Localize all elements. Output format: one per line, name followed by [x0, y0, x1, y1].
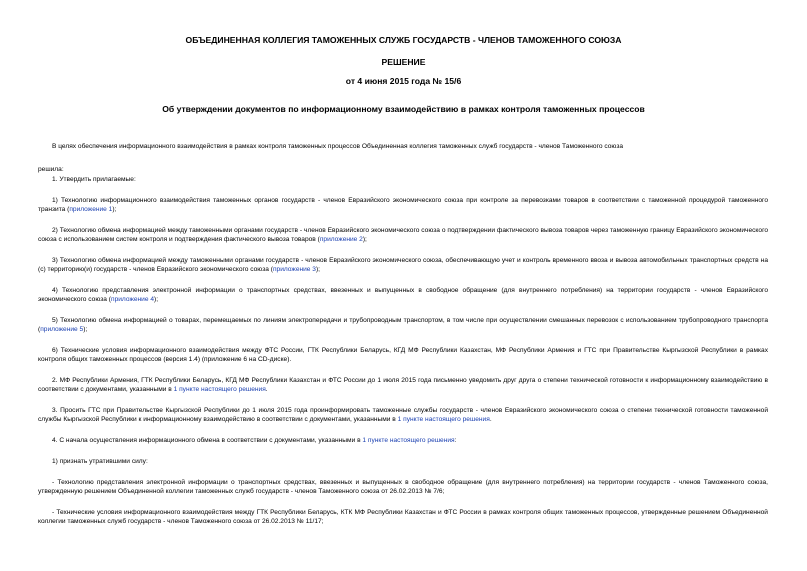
decision-date: от 4 июня 2015 года № 15/6	[345, 76, 462, 86]
appendix-2-link[interactable]: приложение 2	[319, 236, 363, 243]
list-item-1: 1) Технологию информационного взаимодействия таможенных органов государств - членов Евразийского экономического союза при контроле за перевозками товаров в соответствии с таможенной процедурой таможенного транзита (приложение 1);	[38, 197, 768, 213]
appendix-4-link[interactable]: приложение 4	[111, 296, 155, 303]
paragraph-4-1: 1) признать утратившими силу:	[52, 458, 148, 465]
decision-heading: РЕШЕНИЕ	[381, 57, 426, 67]
point-1-link[interactable]: 1 пункте настоящего решения	[397, 416, 490, 423]
paragraph-3: 3. Просить ГТС при Правительстве Кыргызской Республики до 1 июля 2015 года проинформировать таможенные службы государств - членов Евразийского экономического союза о степени технической готовности таможенной службы Кыргызской Республики к информационному взаимодействию в соответствии с документами, указанными в 1 пункте настоящего решения.	[38, 407, 768, 423]
repealed-item-2: - Технические условия информационного взаимодействия между ГТК Республики Беларусь, КТК МФ Республики Казахстан и ФТС России в рамках контроля общих таможенных процессов, утвержденные решением Объединенной коллегии таможенных служб государств - членов Таможенного союза от 26.02.2013 № 11/17;	[38, 509, 768, 525]
point-1-link[interactable]: 1 пункте настоящего решения	[173, 386, 266, 393]
appendix-5-link[interactable]: приложение 5	[40, 326, 84, 333]
college-heading: ОБЪЕДИНЕННАЯ КОЛЛЕГИЯ ТАМОЖЕННЫХ СЛУЖБ ГОСУДАРСТВ - ЧЛЕНОВ ТАМОЖЕННОГО СОЮЗА	[185, 35, 622, 45]
resolved-line: решила:	[38, 166, 64, 173]
paragraph-4: 4. С начала осуществления информационного обмена в соответствии с документами, указанными в 1 пункте настоящего решения:	[52, 437, 457, 444]
list-item-5: 5) Технологию обмена информацией о товарах, перемещаемых по линиям электропередачи и трубопроводным транспортом, в том числе при осуществлении смешанных перевозок с использованием трубопроводного транспорта (приложение 5);	[38, 317, 768, 333]
list-item-4: 4) Технологию представления электронной информации о транспортных средствах, ввезенных и выпущенных в свободное обращение (для внутреннего потребления) на территории государств - членов Евразийского экономического союза (приложение 4);	[38, 287, 768, 303]
appendix-1-link[interactable]: приложение 1	[69, 206, 113, 213]
paragraph-1: 1. Утвердить прилагаемые:	[52, 176, 136, 183]
document-title: Об утверждении документов по информационному взаимодействию в рамках контроля таможенных процессов	[162, 104, 645, 114]
list-item-6: 6) Технические условия информационного взаимодействия между ФТС России, ГТК Республики Беларусь, КГД МФ Республики Казахстан, МФ Республики Армения и ГТС при Правительстве Кыргызской Республики в рамках контроля общих таможенных процессов (версия 1.4) (приложение 6 на CD-диске).	[38, 347, 768, 363]
paragraph-2: 2. МФ Республики Армения, ГТК Республики Беларусь, КГД МФ Республики Казахстан и ФТС России до 1 июля 2015 года письменно уведомить друг друга о степени технической готовности к информационному взаимодействию в соответствии с документами, указанными в 1 пункте настоящего решения.	[38, 377, 768, 393]
repealed-item-1: - Технологию представления электронной информации о транспортных средствах, ввезенных и выпущенных в свободное обращение (для внутреннего потребления) на территории государств - членов Таможенного союза, утвержденную решением Объединенной коллегии таможенных служб государств - членов Таможенного союза от 26.02.2013 № 7/6;	[38, 479, 768, 495]
point-1-link[interactable]: 1 пункте настоящего решения	[362, 437, 455, 444]
list-item-2: 2) Технологию обмена информацией между таможенными органами государств - членов Евразийского экономического союза о подтверждении фактического вывоза товаров через таможенную границу Евразийского экономического союза с использованием систем контроля и подтверждения фактического вывоза товаров (приложение 2);	[38, 227, 768, 243]
intro-paragraph: В целях обеспечения информационного взаимодействия в рамках контроля таможенных процессов Объединенная коллегия таможенных служб государств - членов Таможенного союза	[52, 143, 624, 150]
list-item-3: 3) Технологию обмена информацией между таможенными органами государств - членов Евразийского экономического союза, обеспечивающую учет и контроль временного ввоза и вывоза автомобильных транспортных средств на (с) территорию(и) государств - членов Евразийского экономического союза (приложение 3);	[38, 257, 768, 273]
document-body	[38, 142, 768, 526]
appendix-3-link[interactable]: приложение 3	[272, 266, 316, 273]
